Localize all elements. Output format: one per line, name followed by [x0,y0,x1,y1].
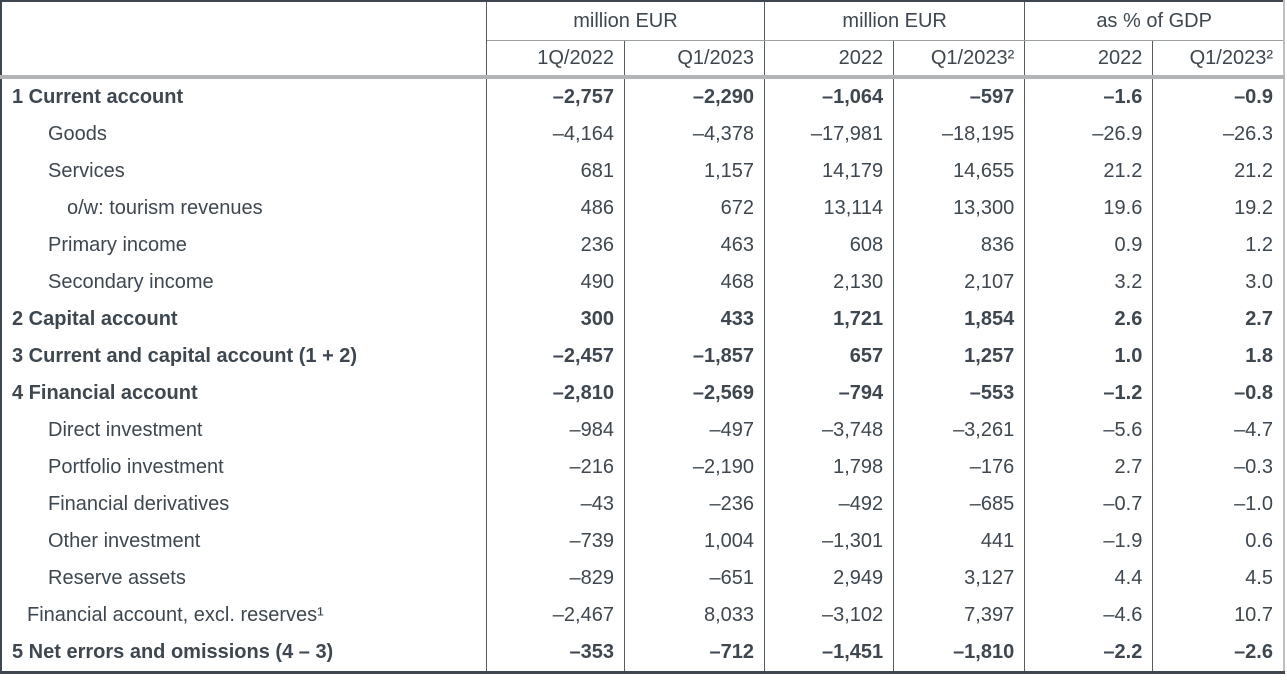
value-cell: –739 [486,523,624,560]
value-cell: –0.9 [1153,77,1284,116]
value-cell: 13,300 [894,190,1025,227]
value-cell: 2.7 [1153,301,1284,338]
value-cell: –2,290 [624,77,764,116]
column-header-q12023-cum: Q1/2023² [894,41,1025,78]
column-header-q12023: Q1/2023 [624,41,764,78]
table-row [1,301,1284,338]
value-cell: –1.9 [1025,523,1153,560]
row-label-cell: Financial derivatives [1,486,486,523]
value-cell: 1.8 [1153,338,1284,375]
table-row [1,560,1284,597]
value-cell: –1,810 [894,634,1025,673]
table-row [1,523,1284,560]
value-cell: –651 [624,560,764,597]
table-row [1,227,1284,264]
value-cell: 236 [486,227,624,264]
column-header-2022: 2022 [765,41,894,78]
value-cell: 3.2 [1025,264,1153,301]
value-cell: 4.4 [1025,560,1153,597]
value-cell: –1.6 [1025,77,1153,116]
row-label-cell: Services [1,153,486,190]
row-label-cell: Portfolio investment [1,449,486,486]
value-cell: 8,033 [624,597,764,634]
value-cell: –5.6 [1025,412,1153,449]
value-cell: –236 [624,486,764,523]
value-cell: –2,457 [486,338,624,375]
value-cell: 10.7 [1153,597,1284,634]
table-header [1,1,1284,77]
table-row [1,116,1284,153]
value-cell: –2,569 [624,375,764,412]
value-cell: 468 [624,264,764,301]
value-cell: 300 [486,301,624,338]
row-label-cell: Financial account, excl. reserves¹ [1,597,486,634]
value-cell: –1,301 [765,523,894,560]
value-cell: –4.7 [1153,412,1284,449]
table-row [1,77,1284,116]
value-cell: –176 [894,449,1025,486]
value-cell: 672 [624,190,764,227]
value-cell: –553 [894,375,1025,412]
value-cell: 19.2 [1153,190,1284,227]
value-cell: –3,102 [765,597,894,634]
group-header-million-eur-cumulative: million EUR [765,1,1025,41]
table-row [1,338,1284,375]
table-body [1,77,1284,673]
value-cell: 486 [486,190,624,227]
table-row [1,153,1284,190]
value-cell: 1,798 [765,449,894,486]
row-label-cell: Goods [1,116,486,153]
value-cell: –1.2 [1025,375,1153,412]
value-cell: 1,004 [624,523,764,560]
row-label-cell: 4 Financial account [1,375,486,412]
value-cell: –984 [486,412,624,449]
value-cell: 0.6 [1153,523,1284,560]
value-cell: –2.6 [1153,634,1284,673]
value-cell: 2,130 [765,264,894,301]
row-label-cell: 2 Capital account [1,301,486,338]
value-cell: 2.6 [1025,301,1153,338]
value-cell: –0.7 [1025,486,1153,523]
table-row [1,190,1284,227]
value-cell: –1,857 [624,338,764,375]
value-cell: 2,107 [894,264,1025,301]
table-row [1,597,1284,634]
value-cell: –3,748 [765,412,894,449]
value-cell: 2,949 [765,560,894,597]
value-cell: –2,467 [486,597,624,634]
row-label-cell: o/w: tourism revenues [1,190,486,227]
value-cell: –26.9 [1025,116,1153,153]
value-cell: 21.2 [1025,153,1153,190]
value-cell: –0.8 [1153,375,1284,412]
value-cell: 1,721 [765,301,894,338]
value-cell: –497 [624,412,764,449]
value-cell: 441 [894,523,1025,560]
value-cell: –4.6 [1025,597,1153,634]
value-cell: 3.0 [1153,264,1284,301]
group-header-million-eur-quarterly: million EUR [486,1,764,41]
value-cell: 681 [486,153,624,190]
value-cell: –597 [894,77,1025,116]
row-label-cell: Primary income [1,227,486,264]
row-label-cell: 5 Net errors and omissions (4 – 3) [1,634,486,673]
value-cell: –685 [894,486,1025,523]
table-row [1,634,1284,673]
row-label-cell: 1 Current account [1,77,486,116]
row-label-cell: 3 Current and capital account (1 + 2) [1,338,486,375]
value-cell: –1,451 [765,634,894,673]
value-cell: –353 [486,634,624,673]
table-row [1,412,1284,449]
value-cell: –1.0 [1153,486,1284,523]
group-header-percent-of-gdp: as % of GDP [1025,1,1284,41]
table-row [1,264,1284,301]
value-cell: –2,810 [486,375,624,412]
value-cell: 1,257 [894,338,1025,375]
value-cell: 13,114 [765,190,894,227]
value-cell: 433 [624,301,764,338]
group-header-row [1,1,1284,41]
value-cell: –4,164 [486,116,624,153]
value-cell: 7,397 [894,597,1025,634]
column-header-1q2022: 1Q/2022 [486,41,624,78]
value-cell: –1,064 [765,77,894,116]
row-label-cell: Other investment [1,523,486,560]
value-cell: 19.6 [1025,190,1153,227]
value-cell: 1.2 [1153,227,1284,264]
value-cell: 14,179 [765,153,894,190]
value-cell: 4.5 [1153,560,1284,597]
table-row [1,449,1284,486]
value-cell: –2,757 [486,77,624,116]
table-row [1,375,1284,412]
row-label-cell: Reserve assets [1,560,486,597]
value-cell: 14,655 [894,153,1025,190]
corner-cell [1,1,486,77]
column-header-q12023-pct: Q1/2023² [1153,41,1284,78]
value-cell: 1.0 [1025,338,1153,375]
value-cell: –712 [624,634,764,673]
value-cell: –2.2 [1025,634,1153,673]
value-cell: 608 [765,227,894,264]
value-cell: –17,981 [765,116,894,153]
value-cell: 0.9 [1025,227,1153,264]
column-header-2022-pct: 2022 [1025,41,1153,78]
row-label-cell: Secondary income [1,264,486,301]
value-cell: 3,127 [894,560,1025,597]
value-cell: –4,378 [624,116,764,153]
value-cell: 657 [765,338,894,375]
row-label-cell: Direct investment [1,412,486,449]
value-cell: 463 [624,227,764,264]
value-cell: –43 [486,486,624,523]
value-cell: 1,854 [894,301,1025,338]
value-cell: 2.7 [1025,449,1153,486]
value-cell: –216 [486,449,624,486]
value-cell: –26.3 [1153,116,1284,153]
value-cell: –0.3 [1153,449,1284,486]
value-cell: –18,195 [894,116,1025,153]
value-cell: –2,190 [624,449,764,486]
value-cell: –492 [765,486,894,523]
value-cell: –3,261 [894,412,1025,449]
value-cell: 490 [486,264,624,301]
value-cell: 836 [894,227,1025,264]
value-cell: –829 [486,560,624,597]
value-cell: 1,157 [624,153,764,190]
value-cell: –794 [765,375,894,412]
table-row [1,486,1284,523]
value-cell: 21.2 [1153,153,1284,190]
